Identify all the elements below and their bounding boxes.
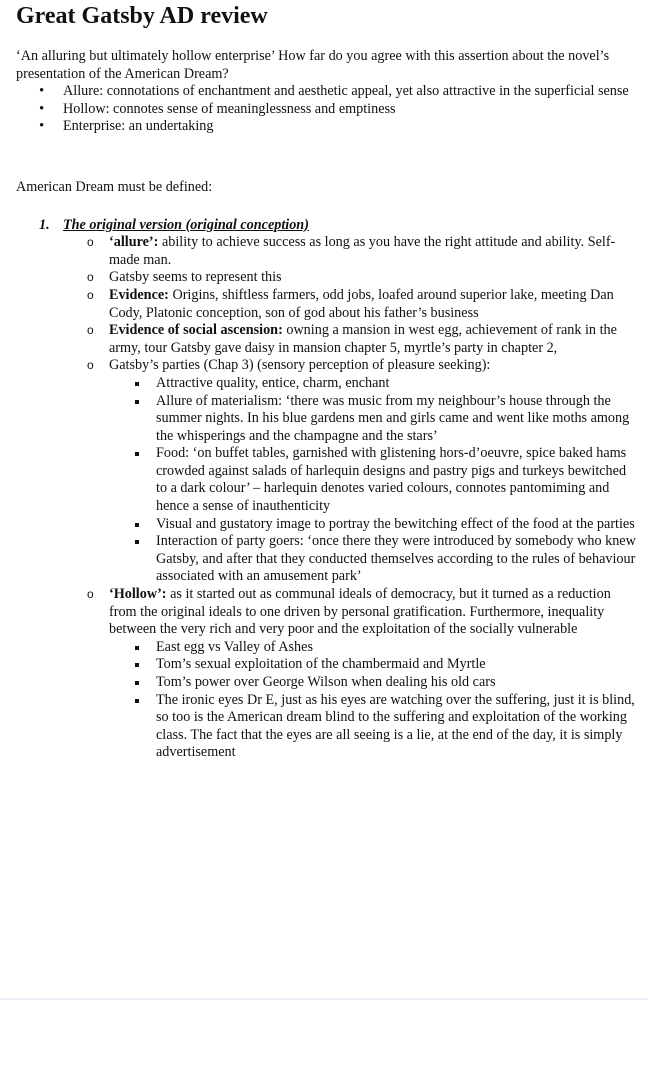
party-item: Visual and gustatory image to portray the bewitching effect of the food at the parties bbox=[156, 515, 635, 532]
point-ascension bbox=[109, 322, 636, 357]
evidence-label: Evidence: bbox=[109, 286, 169, 303]
party-items-list bbox=[156, 375, 636, 586]
party-item: Allure of materialism: ‘there was music from my neighbour’s house through the summer nights. In his blue gardens men and girls came and went like moths among the whisperings and the champagne and the stars’ bbox=[156, 393, 636, 446]
hollow-items-list bbox=[156, 639, 636, 762]
point-parties bbox=[109, 357, 636, 586]
definition-item: • Enterprise: an undertaking bbox=[63, 118, 636, 136]
hollow-item: The ironic eyes Dr E, just as his eyes are watching over the suffering, just it is blind, so too is the American dream blind to the suffering and exploitation of the working class. The fact that the eyes are all seeing is a lie, at the end of the day, it is simply advertisement bbox=[156, 691, 635, 761]
allure-text: ability to achieve success as long as you have the right attitude and ability. Self-made man. bbox=[109, 234, 616, 268]
definitions-list bbox=[63, 83, 636, 136]
allure-label: ‘allure’: bbox=[109, 234, 159, 251]
hollow-item: Tom’s sexual exploitation of the chambermaid and Myrtle bbox=[156, 656, 636, 674]
page-title: Great Gatsby AD review bbox=[16, 3, 268, 29]
point-allure bbox=[109, 234, 636, 269]
party-item: Food: ‘on buffet tables, garnished with glistening hors-d’oeuvre, spice baked hams crowded against salads of harlequin designs and pastry pigs and turkeys bewitched to a dark colour’ – harlequin denotes varied colours, connotes pantomiming and hence a sense of inauthenticity bbox=[156, 445, 636, 515]
section-heading: The original version (original conception) bbox=[63, 216, 309, 233]
hollow-item: East egg vs Valley of Ashes bbox=[156, 639, 636, 657]
document-content bbox=[16, 0, 636, 762]
parties-text: Gatsby’s parties (Chap 3) (sensory perception of pleasure seeking): bbox=[109, 357, 491, 374]
point-hollow bbox=[109, 586, 636, 762]
point-gatsby-represents: o Gatsby seems to represent this bbox=[109, 269, 636, 287]
section-points bbox=[109, 234, 636, 762]
evidence-text: Origins, shiftless farmers, odd jobs, loafed around superior lake, meeting Dan Cody, Platonic conception, son of god about his father’s business bbox=[109, 286, 614, 321]
numbered-list bbox=[39, 216, 636, 762]
hollow-text: as it started out as communal ideals of democracy, but it turned as a reduction from the original ideals to one driven by personal gratification. Furthermore, inequality between the very rich and very poor and the exploitation of the socially vulnerable bbox=[109, 586, 611, 638]
point-evidence bbox=[109, 287, 636, 322]
ascension-text: owning a mansion in west egg, achievement of rank in the army, tour Gatsby gave daisy in mansion chapter 5, myrtle’s party in chapter 2, bbox=[109, 322, 617, 356]
hollow-label: ‘Hollow’: bbox=[109, 586, 167, 603]
definition-item: • Allure: connotations of enchantment and aesthetic appeal, yet also attractive in the superficial sense bbox=[63, 83, 636, 101]
definition-item: • Hollow: connotes sense of meaninglessness and emptiness bbox=[63, 101, 636, 119]
blank-area bbox=[0, 1000, 648, 1080]
section-number: 1. bbox=[39, 216, 50, 233]
hollow-item: Tom’s power over George Wilson when dealing his old cars bbox=[156, 674, 636, 692]
ad-defined-text: American Dream must be defined: bbox=[16, 178, 213, 195]
section-1 bbox=[39, 216, 636, 762]
party-item: Interaction of party goers: ‘once there they were introduced by somebody who knew Gatsby, and after that they conducted themselves according to the rules of behaviour associated with an amusement park’ bbox=[156, 533, 636, 585]
intro-question: ‘An alluring but ultimately hollow enterprise’ How far do you agree with this assertion about the novel’s presentation of the American Dream? bbox=[16, 48, 610, 82]
party-item: Attractive quality, entice, charm, enchant bbox=[156, 375, 636, 393]
ascension-label: Evidence of social ascension: bbox=[109, 322, 283, 339]
